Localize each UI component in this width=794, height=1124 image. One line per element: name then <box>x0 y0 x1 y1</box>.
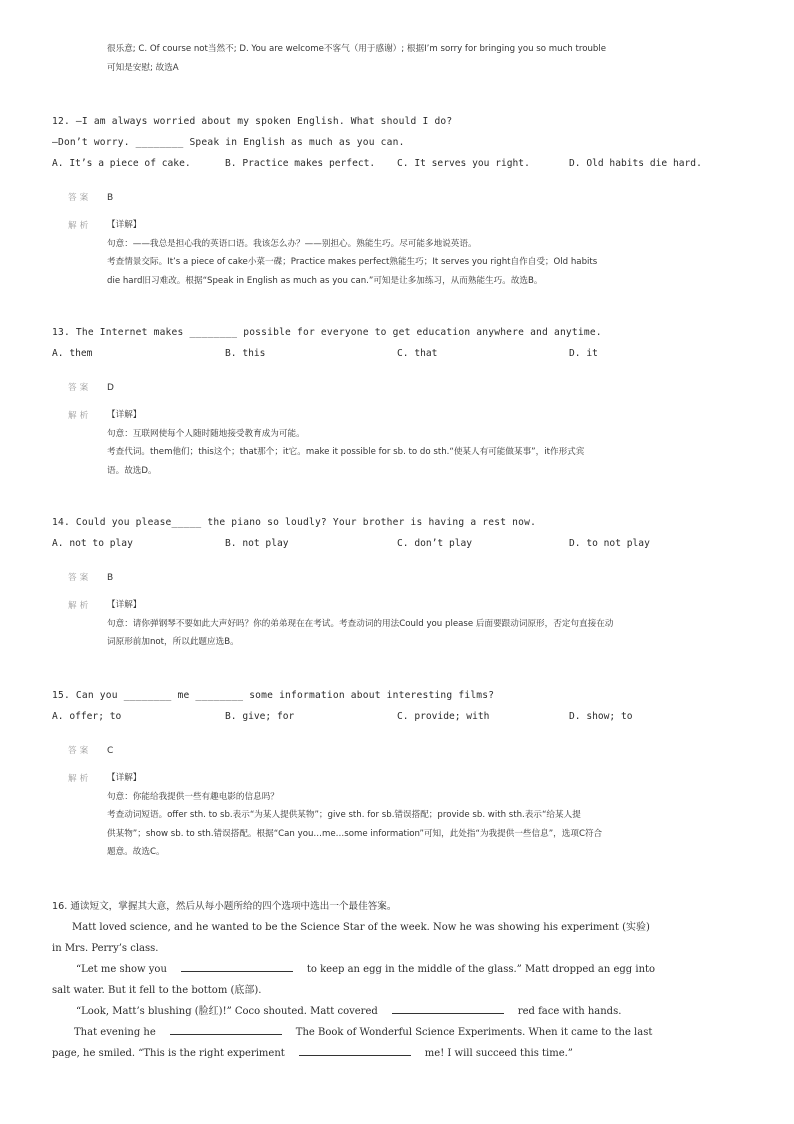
explain-label: 解析 <box>68 601 92 611</box>
explanation-line: 句意：请你弹钢琴不要如此大声好吗？你的弟弟现在在考试。考查动词的用法Could you please 后面要跟动词原形，否定句直接在动 <box>107 618 614 629</box>
explanation-line: 【详解】 <box>107 600 142 610</box>
answer-row <box>52 378 752 398</box>
passage-text: to keep an egg in the middle of the glass.” Matt dropped an egg into <box>306 964 656 975</box>
explain-label: 解析 <box>68 774 92 784</box>
intro-line: 很乐意; C. Of course not当然不; D. You are welcome不客气（用于感谢）; 根据I’m sorry for bringing you so much trouble <box>107 44 607 54</box>
explanation-line: 【详解】 <box>107 773 142 783</box>
intro-line: 可知是安慰; 故选A <box>107 63 179 73</box>
answer-value: D <box>107 383 114 393</box>
explanation <box>107 216 727 290</box>
explanation-line: die hard旧习难改。根据“Speak in English as much as you can.”可知是让多加练习，从而熟能生巧。故选B。 <box>107 275 543 286</box>
answer-value: B <box>107 573 114 583</box>
passage-line <box>52 938 742 959</box>
blank-1[interactable] <box>181 959 293 972</box>
passage-line <box>52 1043 742 1064</box>
option-b: B. not play <box>225 538 289 549</box>
options-row <box>52 533 752 554</box>
option-b: B. this <box>225 348 266 359</box>
option-d: D. to not play <box>569 538 650 549</box>
option-b: B. Practice makes perfect. <box>225 158 376 169</box>
answer-row <box>52 188 752 208</box>
cloze-passage <box>52 896 742 1064</box>
option-c: C. It serves you right. <box>397 158 530 169</box>
answer-value: C <box>107 746 114 756</box>
answer-label: 答案 <box>68 193 92 203</box>
option-d: D. show; to <box>569 711 633 722</box>
answer-label: 答案 <box>68 383 92 393</box>
passage-text: “Let me show you <box>76 964 167 975</box>
explanation <box>107 769 727 862</box>
option-c: C. provide; with <box>397 711 490 722</box>
passage-text: Matt loved science, and he wanted to be the Science Star of the week. Now he was showing his experiment (实验) <box>72 922 650 933</box>
question-stem: —Don’t worry. ________ Speak in English as much as you can. <box>52 137 405 148</box>
option-a: A. It’s a piece of cake. <box>52 158 191 169</box>
explanation-line: 语。故选D。 <box>107 465 157 476</box>
explanation-line: 题意。故选C。 <box>107 847 165 857</box>
option-b: B. give; for <box>225 711 295 722</box>
passage-text: salt water. But it fell to the bottom (底部). <box>52 985 262 996</box>
explanation-line: 【详解】 <box>107 410 142 420</box>
explanation-line: 考查动词短语。offer sth. to sb.表示“为某人提供某物”；give sth. for sb.错误搭配；provide sb. with sth.表示“给某人提 <box>107 810 581 820</box>
answer-row <box>52 741 752 761</box>
passage-line <box>52 1001 742 1022</box>
passage-instruction: 16. 通读短文，掌握其大意，然后从每小题所给的四个选项中选出一个最佳答案。 <box>52 901 397 912</box>
passage-line <box>52 980 742 1001</box>
option-c: C. don’t play <box>397 538 473 549</box>
explanation-row <box>52 596 752 652</box>
passage-line <box>52 917 742 938</box>
explanation-line: 句意：你能给我提供一些有趣电影的信息吗？ <box>107 791 279 802</box>
passage-text: in Mrs. Perry’s class. <box>52 943 159 954</box>
passage-line <box>52 1022 742 1043</box>
explanation <box>107 406 727 480</box>
passage-text: The Book of Wonderful Science Experiments. When it came to the last <box>295 1027 653 1038</box>
option-a: A. offer; to <box>52 711 122 722</box>
explanation-line: 供某物”；show sb. to sth.错误搭配。根据“Can you…me…some information”可知，此处指“为我提供一些信息”，选项C符合 <box>107 828 603 839</box>
passage-text: page, he smiled. “This is the right experiment <box>52 1048 285 1059</box>
question-stem: 12. —I am always worried about my spoken English. What should I do? <box>52 116 453 127</box>
option-a: A. them <box>52 348 93 359</box>
question-stem: 13. The Internet makes ________ possible for everyone to get education anywhere and anytime. <box>52 327 602 338</box>
passage-text: “Look, Matt’s blushing (脸红)!” Coco shouted. Matt covered <box>76 1006 378 1017</box>
passage-text: red face with hands. <box>517 1006 622 1017</box>
previous-explanation-tail <box>107 40 747 78</box>
option-c: C. that <box>397 348 438 359</box>
question-14 <box>52 512 752 652</box>
explain-label: 解析 <box>68 221 92 231</box>
answer-label: 答案 <box>68 573 92 583</box>
answer-label: 答案 <box>68 746 92 756</box>
passage-text: me! I will succeed this time.” <box>424 1048 573 1059</box>
options-row <box>52 343 752 364</box>
question-12 <box>52 111 752 290</box>
option-a: A. not to play <box>52 538 133 549</box>
option-d: D. Old habits die hard. <box>569 158 702 169</box>
options-row <box>52 153 752 174</box>
explanation-line: 考查代词。them他们；this这个；that那个；it它。make it possible for sb. to do sth.“使某人有可能做某事”，it作形式宾 <box>107 447 585 457</box>
explanation-line: 句意：——我总是担心我的英语口语。我该怎么办？——别担心。熟能生巧。尽可能多地说英语。 <box>107 238 477 249</box>
explanation-row <box>52 769 752 862</box>
passage-text: That evening he <box>74 1027 156 1038</box>
option-d: D. it <box>569 348 598 359</box>
explanation-line: 词原形前加not，所以此题应选B。 <box>107 637 239 647</box>
explain-label: 解析 <box>68 411 92 421</box>
explanation-row <box>52 216 752 290</box>
explanation-line: 句意：互联网使每个人随时随地接受教育成为可能。 <box>107 428 305 439</box>
blank-2[interactable] <box>392 1001 504 1014</box>
answer-row <box>52 568 752 588</box>
passage-line <box>52 959 742 980</box>
answer-value: B <box>107 193 114 203</box>
question-13 <box>52 322 752 480</box>
blank-3[interactable] <box>170 1022 282 1035</box>
explanation-line: 【详解】 <box>107 220 142 230</box>
question-stem: 14. Could you please_____ the piano so loudly? Your brother is having a rest now. <box>52 517 537 528</box>
explanation <box>107 596 727 652</box>
question-15 <box>52 685 752 862</box>
blank-4[interactable] <box>299 1043 411 1056</box>
options-row <box>52 706 752 727</box>
explanation-row <box>52 406 752 480</box>
explanation-line: 考查情景交际。It’s a piece of cake小菜一碟；Practice makes perfect熟能生巧；It serves you right自作自受；Old habits <box>107 257 598 267</box>
question-stem: 15. Can you ________ me ________ some information about interesting films? <box>52 690 495 701</box>
